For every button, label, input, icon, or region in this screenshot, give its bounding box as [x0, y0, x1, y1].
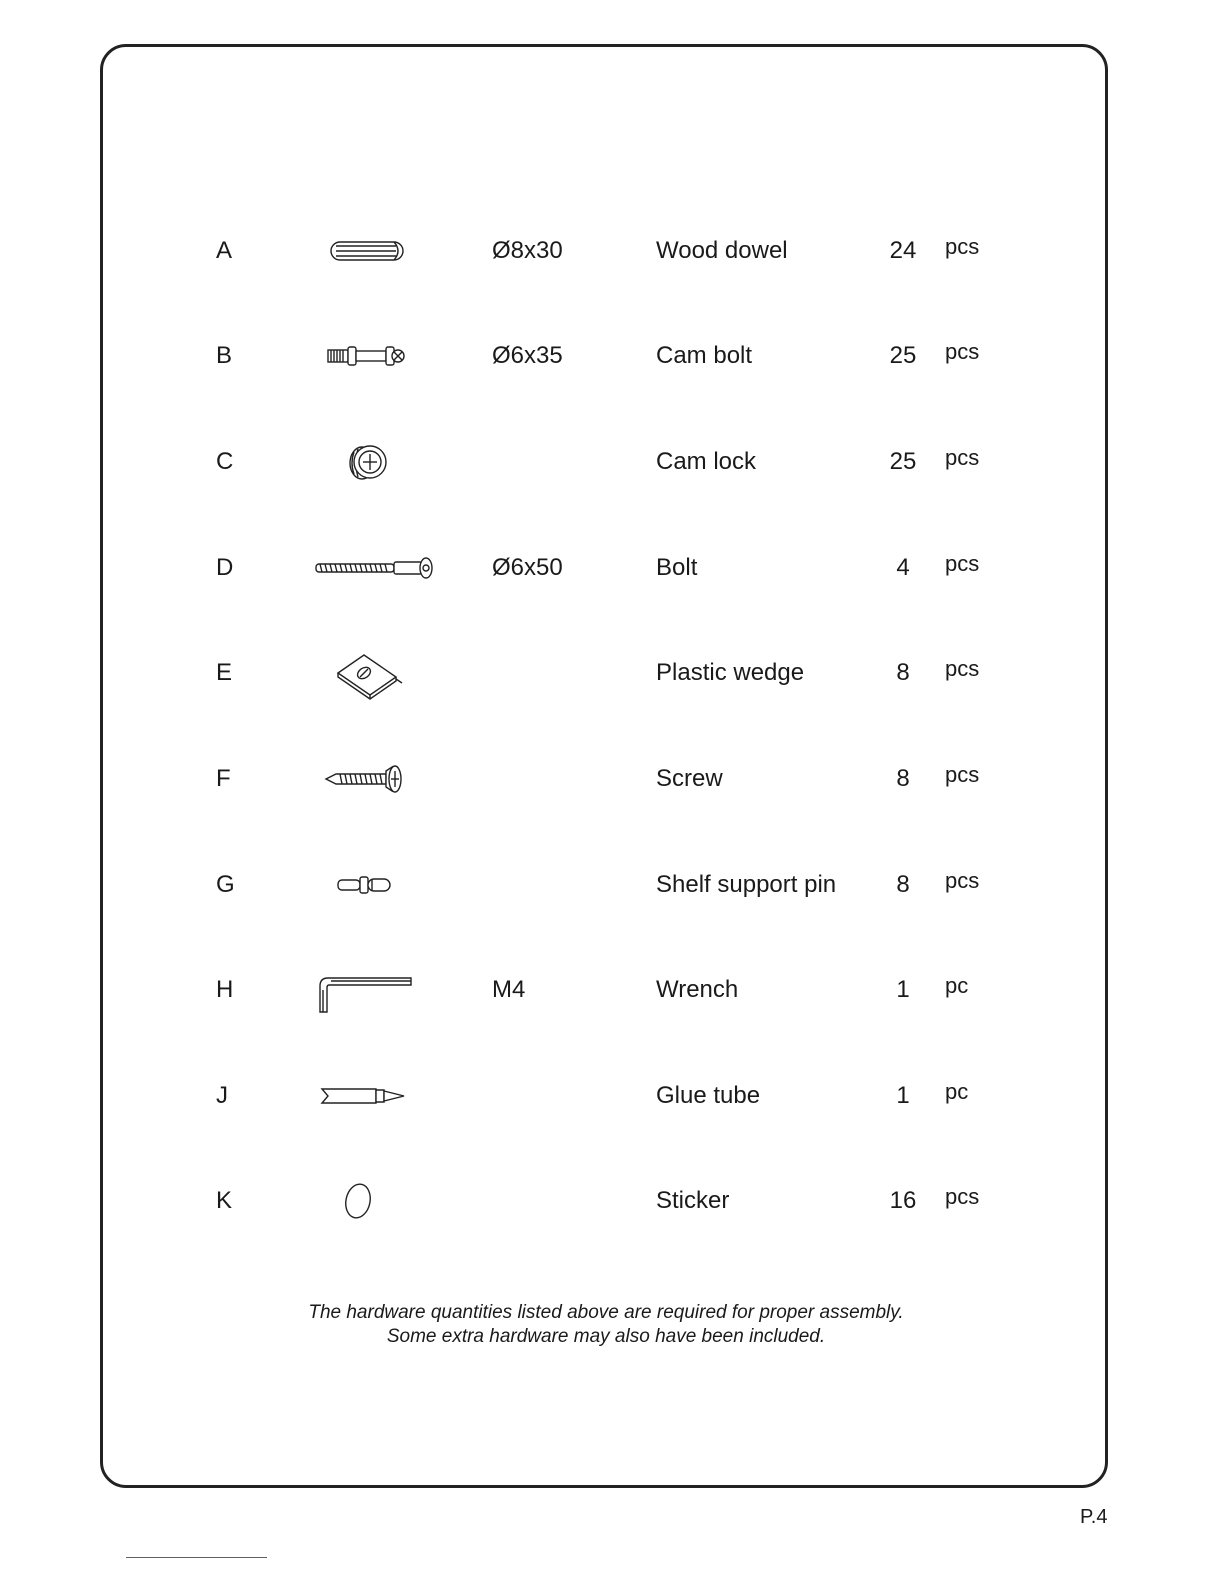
part-row-d [0, 538, 1224, 598]
part-quantity: 24 [889, 237, 917, 264]
plastic-wedge-icon [300, 643, 440, 703]
part-unit: pcs [945, 868, 980, 893]
glue-tube-icon [300, 1066, 440, 1126]
part-letter: F [216, 765, 231, 792]
part-quantity: 4 [896, 554, 910, 581]
part-letter: H [216, 976, 234, 1003]
part-quantity: 25 [889, 448, 917, 475]
part-row-j [0, 1066, 1224, 1126]
cam-lock-icon [300, 432, 440, 492]
part-quantity: 1 [896, 1082, 910, 1109]
part-unit: pcs [945, 656, 980, 681]
part-unit: pcs [945, 339, 980, 364]
part-quantity: 8 [896, 871, 910, 898]
part-name: Cam lock [656, 448, 757, 475]
part-row-g [0, 855, 1224, 915]
part-letter: G [216, 871, 235, 898]
part-row-a [0, 221, 1224, 281]
wrench-icon [300, 960, 440, 1020]
part-row-e [0, 643, 1224, 703]
part-letter: J [216, 1082, 228, 1109]
part-size: Ø6x35 [492, 342, 563, 369]
hardware-note-line-2: Some extra hardware may also have been included. [386, 1326, 826, 1347]
part-quantity: 16 [889, 1187, 917, 1214]
part-letter: B [216, 342, 233, 369]
page-number: P.4 [1080, 1506, 1108, 1528]
part-row-k [0, 1171, 1224, 1231]
part-unit: pc [945, 973, 969, 998]
part-size: Ø8x30 [492, 237, 563, 264]
bolt-icon [300, 538, 440, 598]
screw-icon [300, 749, 440, 809]
shelf-support-pin-icon [300, 855, 440, 915]
part-letter: A [216, 237, 233, 264]
part-size: Ø6x50 [492, 554, 563, 581]
part-name: Wrench [656, 976, 739, 1003]
part-unit: pc [945, 1079, 969, 1104]
part-name: Screw [656, 765, 723, 792]
part-name: Shelf support pin [656, 871, 837, 898]
part-name: Wood dowel [656, 237, 788, 264]
cam-bolt-icon [300, 326, 440, 386]
hardware-note-line-1: The hardware quantities listed above are required for proper assembly. [308, 1302, 904, 1323]
part-letter: E [216, 659, 233, 686]
wood-dowel-icon [300, 221, 440, 281]
part-quantity: 8 [896, 765, 910, 792]
part-name: Bolt [656, 554, 698, 581]
part-letter: C [216, 448, 234, 475]
part-row-h [0, 960, 1224, 1020]
part-quantity: 8 [896, 659, 910, 686]
part-row-c [0, 432, 1224, 492]
part-name: Plastic wedge [656, 659, 805, 686]
sticker-icon [300, 1171, 440, 1231]
part-letter: D [216, 554, 234, 581]
part-unit: pcs [945, 234, 980, 259]
part-quantity: 25 [889, 342, 917, 369]
part-name: Cam bolt [656, 342, 753, 369]
part-unit: pcs [945, 551, 980, 576]
part-name: Glue tube [656, 1082, 761, 1109]
part-size: M4 [492, 976, 526, 1003]
part-quantity: 1 [896, 976, 910, 1003]
footer-divider [126, 1557, 267, 1558]
part-unit: pcs [945, 1184, 980, 1209]
part-letter: K [216, 1187, 233, 1214]
part-unit: pcs [945, 445, 980, 470]
part-name: Sticker [656, 1187, 730, 1214]
part-unit: pcs [945, 762, 980, 787]
part-row-f [0, 749, 1224, 809]
part-row-b [0, 326, 1224, 386]
